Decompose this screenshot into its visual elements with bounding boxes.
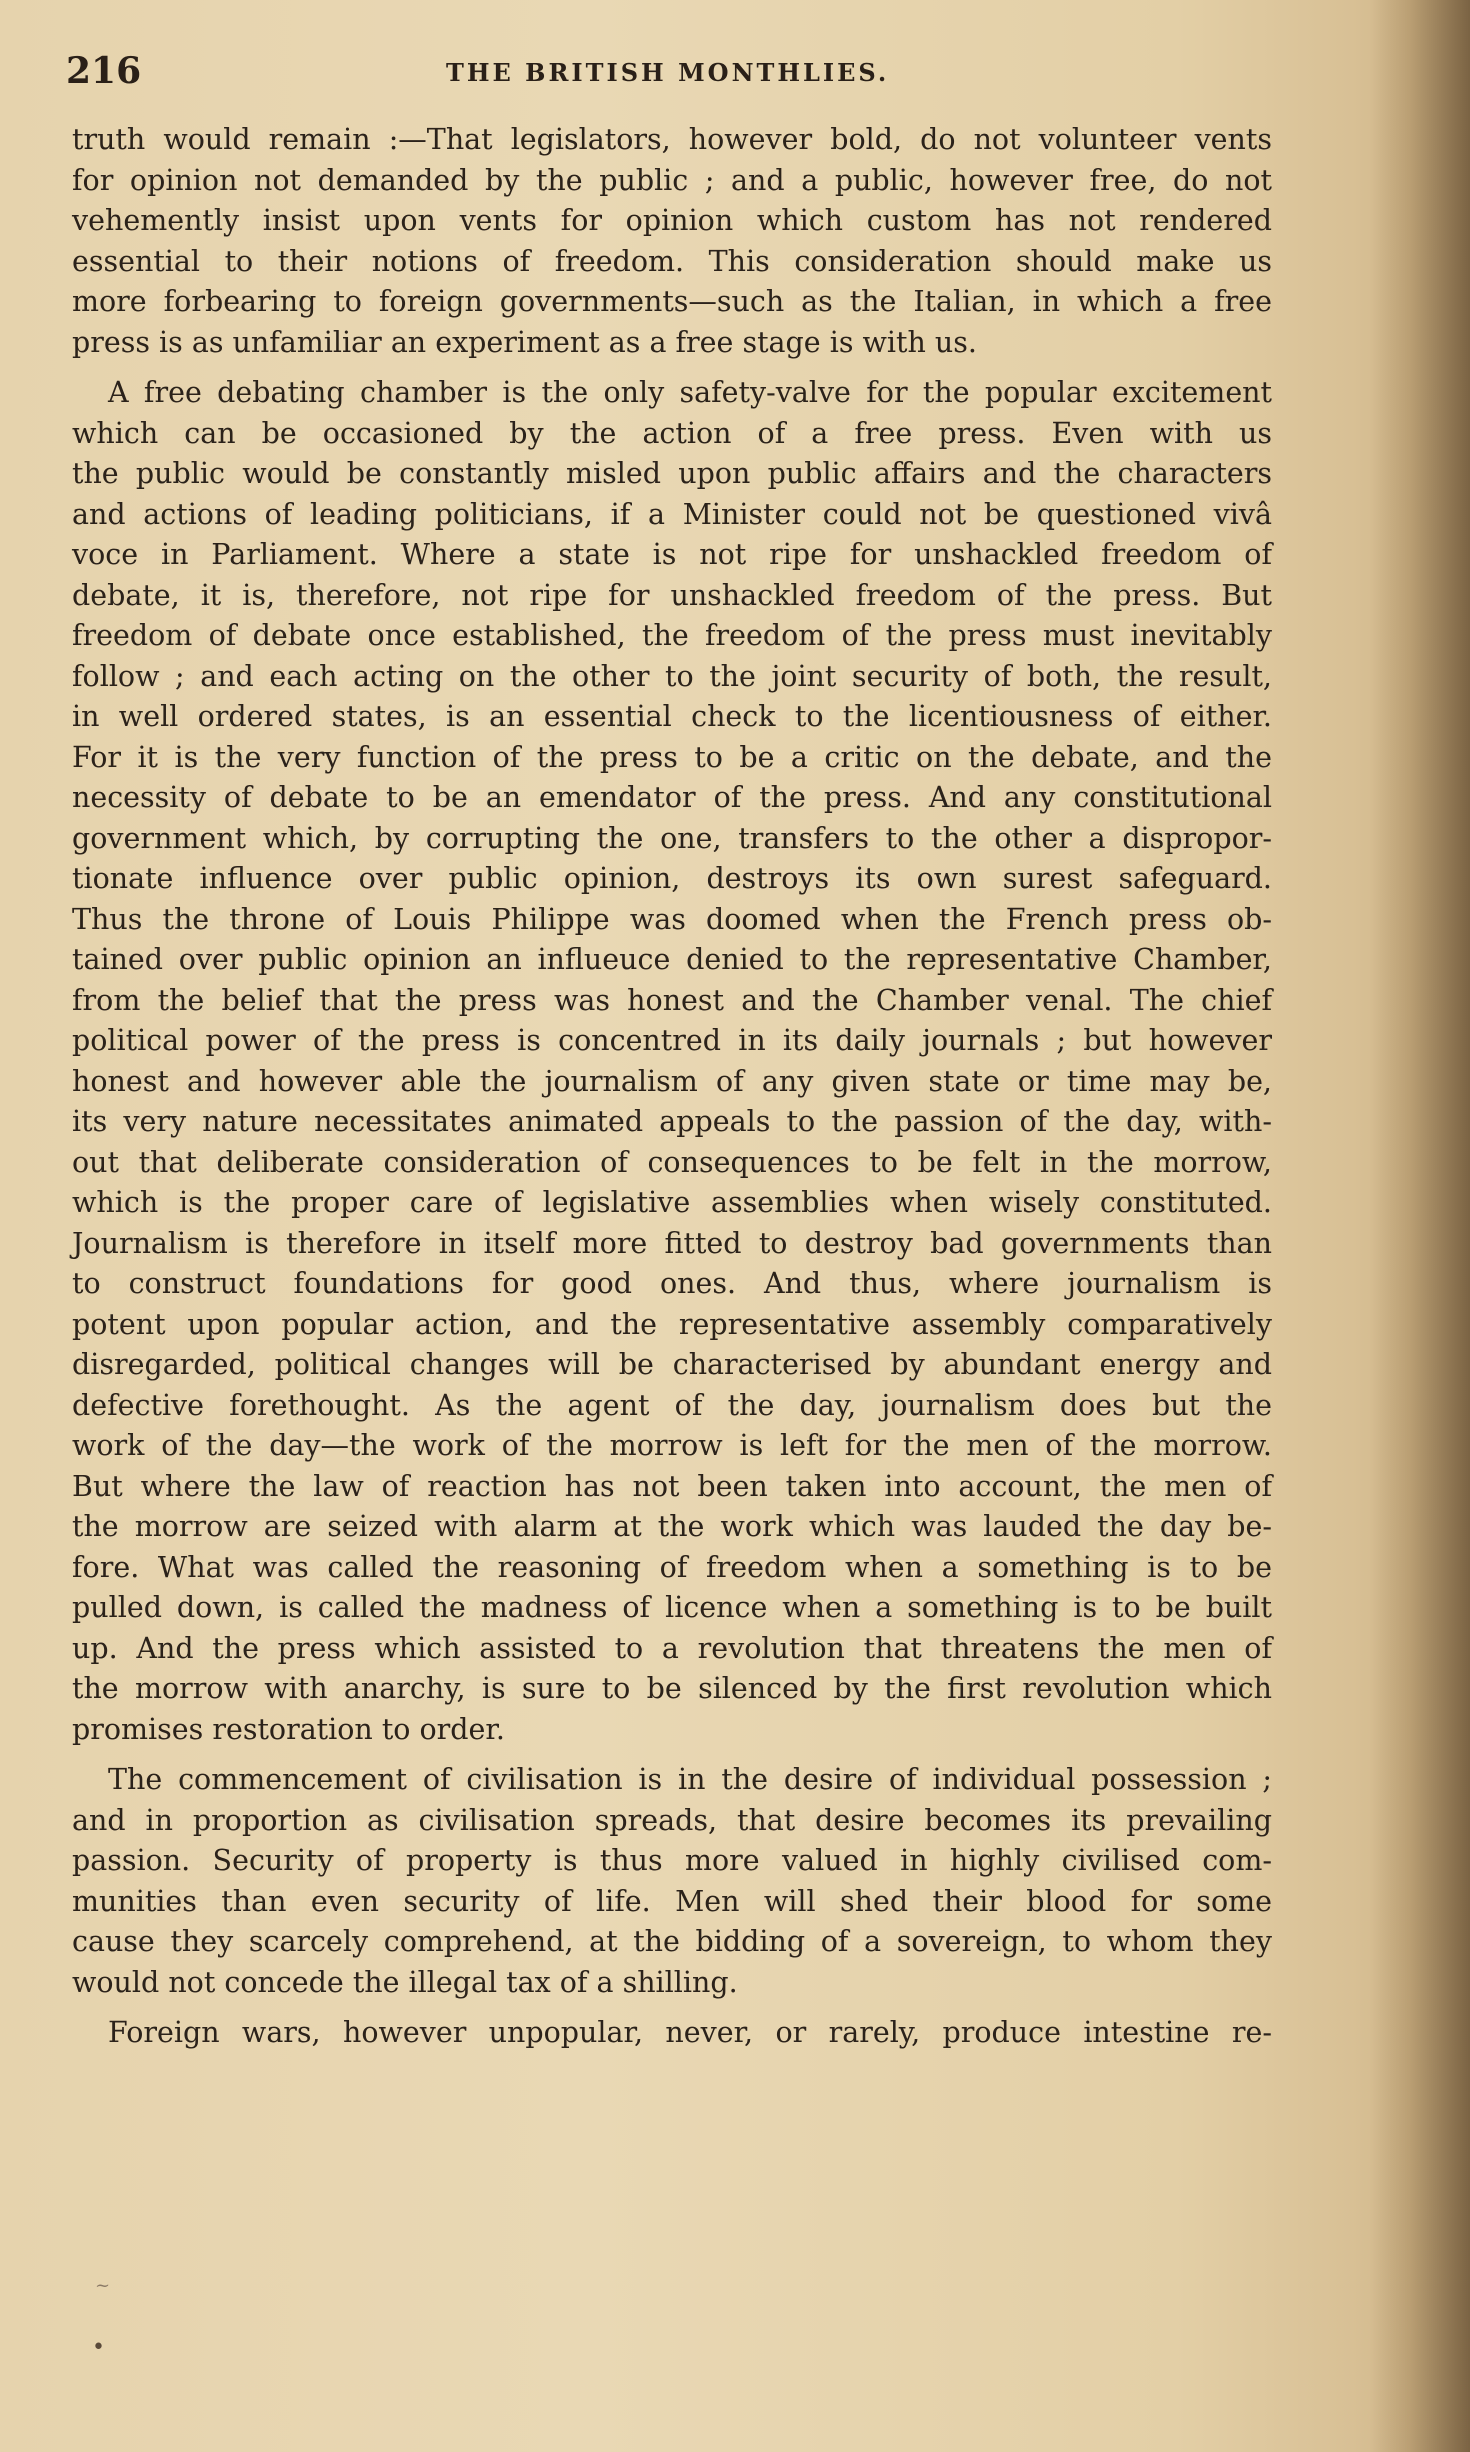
text-line: vehemently insist upon vents for opinion which custom has not rendered bbox=[72, 204, 1272, 237]
text-line: Foreign wars, however unpopular, never, or rarely, produce intestine re- bbox=[108, 2016, 1272, 2049]
text-line: voce in Parliament. Where a state is not ripe for unshackled freedom of bbox=[72, 538, 1272, 571]
text-line: the public would be constantly misled upon public affairs and the characters bbox=[72, 457, 1272, 490]
text-line: Journalism is therefore in itself more fitted to destroy bad governments than bbox=[72, 1226, 1272, 1260]
text-line: defective forethought. As the agent of the day, journalism does but the bbox=[72, 1388, 1272, 1422]
text-line: freedom of debate once established, the freedom of the press must inevitably bbox=[72, 619, 1272, 652]
text-line: in well ordered states, is an essential check to the licentiousness of either. bbox=[72, 700, 1272, 733]
text-line: disregarded, political changes will be characterised by abundant energy and bbox=[72, 1348, 1272, 1381]
paragraph bbox=[72, 1760, 1272, 2003]
text-line: passion. Security of property is thus more valued in highly civilised com- bbox=[72, 1844, 1272, 1877]
text-line: Thus the throne of Louis Philippe was doomed when the French press ob- bbox=[72, 902, 1272, 936]
book-gutter-shadow bbox=[1370, 0, 1470, 2452]
text-line: work of the day—the work of the morrow is left for the men of the morrow. bbox=[72, 1429, 1272, 1462]
text-line: essential to their notions of freedom. This consideration should make us bbox=[72, 244, 1272, 278]
text-line: necessity of debate to be an emendator of the press. And any constitutional bbox=[72, 781, 1272, 814]
text-line: the morrow are seized with alarm at the work which was lauded the day be- bbox=[72, 1510, 1272, 1543]
text-line: munities than even security of life. Men will shed their blood for some bbox=[72, 1884, 1272, 1918]
page-number: 216 bbox=[66, 50, 142, 92]
text-line: follow ; and each acting on the other to the joint security of both, the result, bbox=[72, 659, 1272, 693]
text-line: from the belief that the press was honest and the Chamber venal. The chief bbox=[72, 983, 1272, 1017]
text-line: out that deliberate consideration of consequences to be felt in the morrow, bbox=[72, 1145, 1272, 1179]
text-line: But where the law of reaction has not been taken into account, the men of bbox=[72, 1469, 1272, 1503]
text-line: The commencement of civilisation is in the desire of individual possession ; bbox=[108, 1763, 1272, 1796]
paragraph bbox=[72, 2013, 1272, 2054]
text-line: more forbearing to foreign governments—such as the Italian, in which a free bbox=[72, 285, 1272, 318]
paragraph bbox=[72, 373, 1272, 1750]
text-line: truth would remain :—That legislators, however bold, do not volunteer vents bbox=[72, 123, 1272, 156]
ink-mark: • bbox=[92, 2335, 105, 2360]
text-line: fore. What was called the reasoning of freedom when a something is to be bbox=[72, 1550, 1272, 1584]
text-line: government which, by corrupting the one, transfers to the other a dispropor- bbox=[72, 821, 1272, 855]
running-title: THE BRITISH MONTHLIES. bbox=[446, 58, 890, 87]
text-line: political power of the press is concentred in its daily journals ; but however bbox=[72, 1024, 1272, 1057]
text-line: A free debating chamber is the only safety-valve for the popular excitement bbox=[108, 376, 1272, 409]
paragraph bbox=[72, 120, 1272, 363]
text-line: For it is the very function of the press to be a critic on the debate, and the bbox=[72, 740, 1272, 774]
text-line: its very nature necessitates animated appeals to the passion of the day, with- bbox=[72, 1105, 1272, 1138]
text-line: press is as unfamiliar an experiment as a free stage is with us. bbox=[72, 325, 977, 359]
text-line: cause they scarcely comprehend, at the bidding of a sovereign, to whom they bbox=[72, 1925, 1272, 1958]
text-line: tionate influence over public opinion, destroys its own surest safeguard. bbox=[72, 862, 1272, 895]
text-line: the morrow with anarchy, is sure to be silenced by the first revolution which bbox=[72, 1672, 1272, 1705]
ink-smudge: ~ bbox=[95, 2275, 111, 2296]
text-line: which can be occasioned by the action of a free press. Even with us bbox=[72, 416, 1272, 450]
text-line: would not concede the illegal tax of a shilling. bbox=[72, 1965, 738, 1999]
text-line: honest and however able the journalism of any given state or time may be, bbox=[72, 1064, 1272, 1098]
text-line: for opinion not demanded by the public ; and a public, however free, do not bbox=[72, 163, 1272, 197]
page-header bbox=[66, 50, 1266, 100]
text-line: debate, it is, therefore, not ripe for unshackled freedom of the press. But bbox=[72, 578, 1272, 612]
text-line: and actions of leading politicians, if a Minister could not be questioned vivâ bbox=[72, 497, 1272, 531]
text-line: pulled down, is called the madness of licence when a something is to be built bbox=[72, 1591, 1272, 1624]
body-text bbox=[72, 120, 1272, 2064]
text-line: and in proportion as civilisation spreads, that desire becomes its prevailing bbox=[72, 1803, 1272, 1837]
text-line: potent upon popular action, and the representative assembly comparatively bbox=[72, 1307, 1272, 1341]
text-line: promises restoration to order. bbox=[72, 1712, 505, 1746]
text-line: to construct foundations for good ones. And thus, where journalism is bbox=[72, 1267, 1272, 1300]
text-line: which is the proper care of legislative assemblies when wisely constituted. bbox=[72, 1186, 1272, 1219]
text-line: up. And the press which assisted to a revolution that threatens the men of bbox=[72, 1631, 1272, 1665]
text-line: tained over public opinion an influeuce denied to the representative Chamber, bbox=[72, 943, 1272, 976]
